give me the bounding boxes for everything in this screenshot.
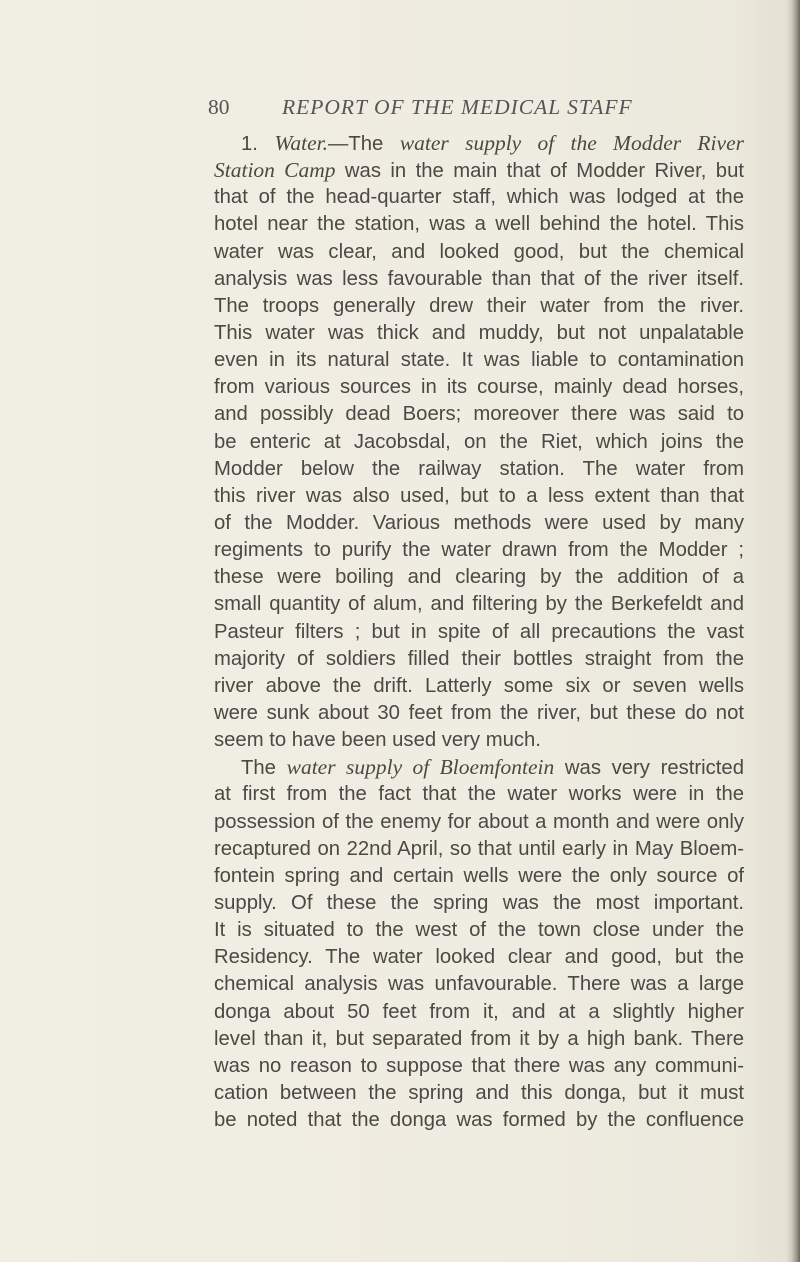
text-line <box>214 347 744 374</box>
text-line <box>214 999 744 1026</box>
text-run: was no reason to suppose that there was any communi- <box>214 1054 744 1077</box>
text-run: regiments to purify the water drawn from the Modder ; <box>214 539 744 562</box>
text-run: It is situated to the west of the town close under the <box>214 919 744 942</box>
text-run: even in its natural state. It was liable to contamination <box>214 349 744 372</box>
text-run: possession of the enemy for about a month and were only <box>214 810 744 833</box>
text-run: were sunk about 30 feet from the river, but these do not <box>214 701 744 724</box>
text-line <box>214 809 744 836</box>
text-run: fontein spring and certain wells were the only source of <box>214 864 744 887</box>
text-line <box>214 1107 744 1134</box>
text-run: donga about 50 feet from it, and at a slightly higher <box>214 1000 744 1023</box>
text-run: water was clear, and looked good, but the chemical <box>214 240 744 263</box>
text-line <box>214 456 744 483</box>
text-line <box>214 591 744 618</box>
text-line <box>214 971 744 998</box>
text-run: and possibly dead Boers; moreover there was said to <box>214 403 744 426</box>
text-line <box>214 374 744 401</box>
page-number: 80 <box>208 95 230 119</box>
text-line <box>214 781 744 808</box>
text-line <box>214 836 744 863</box>
text-line <box>214 917 744 944</box>
text-run: from various sources in its course, mainly dead horses, <box>214 376 744 399</box>
text-run: cation between the spring and this donga, but it must <box>214 1081 744 1104</box>
text-run: be noted that the donga was formed by the confluence <box>214 1109 744 1132</box>
page-edge-shadow <box>786 0 800 1262</box>
text-run: Residency. The water looked clear and good, but the <box>214 946 744 969</box>
text-run: these were boiling and clearing by the addition of a <box>214 566 744 589</box>
text-run: supply. Of these the spring was the most important. <box>214 891 744 914</box>
text-run: analysis was less favourable than that of the river itself. <box>214 267 744 290</box>
text-run: small quantity of alum, and filtering by the Berkefeldt and <box>214 593 744 616</box>
text-line <box>214 564 744 591</box>
text-run: This water was thick and muddy, but not unpalatable <box>214 321 744 344</box>
italic-run: water supply of the Modder River <box>399 131 744 155</box>
text-line <box>214 266 744 293</box>
italic-run: water supply of Bloemfontein <box>286 755 555 780</box>
text-run: 1. <box>241 133 275 155</box>
text-run: that of the head-quarter staff, which was lodged at the <box>214 186 744 209</box>
text-line <box>214 1053 744 1080</box>
text-line <box>214 429 744 456</box>
text-run: —The <box>328 133 400 155</box>
text-line <box>214 130 744 157</box>
text-run: at first from the fact that the water works were in the <box>214 783 744 806</box>
text-line <box>214 401 744 428</box>
text-run: chemical analysis was unfavourable. There was a large <box>214 973 744 996</box>
text-run: of the Modder. Various methods were used by many <box>214 511 744 534</box>
text-run: river above the drift. Latterly some six or seven wells <box>214 674 744 697</box>
text-line <box>214 320 744 347</box>
text-line <box>214 537 744 564</box>
text-line <box>214 700 744 727</box>
text-run: seem to have been used very much. <box>214 729 541 752</box>
running-head: REPORT OF THE MEDICAL STAFF <box>282 95 633 119</box>
text-line <box>214 1026 744 1053</box>
text-run: level than it, but separated from it by a high bank. There <box>214 1027 744 1050</box>
text-run: hotel near the station, was a well behind the hotel. This <box>214 213 744 236</box>
text-line <box>214 890 744 917</box>
text-run: was in the main that of Modder River, but <box>335 160 744 183</box>
italic-run: Water. <box>274 131 329 155</box>
text-run: be enteric at Jacobsdal, on the Riet, which joins the <box>214 430 744 453</box>
text-line <box>214 754 744 781</box>
text-line <box>214 239 744 266</box>
text-run: Pasteur filters ; but in spite of all precautions the vast <box>214 620 744 643</box>
text-line <box>214 184 744 211</box>
text-run: The troops generally drew their water from the river. <box>214 294 744 317</box>
text-run: recaptured on 22nd April, so that until early in May Bloem- <box>214 837 744 860</box>
text-run: Modder below the railway station. The water from <box>214 457 744 480</box>
text-line <box>214 157 744 184</box>
text-run: majority of soldiers filled their bottles straight from the <box>214 647 744 670</box>
text-run: The <box>241 757 287 780</box>
page-header <box>208 91 633 123</box>
text-run: was very restricted <box>554 757 744 780</box>
text-line <box>214 646 744 673</box>
italic-run: Station Camp <box>214 158 336 183</box>
text-line <box>214 1080 744 1107</box>
text-line <box>214 727 744 754</box>
text-line <box>214 673 744 700</box>
text-run: this river was also used, but to a less extent than that <box>214 484 744 507</box>
text-line <box>214 483 744 510</box>
body-text <box>214 130 744 1134</box>
text-line <box>214 863 744 890</box>
text-line <box>214 293 744 320</box>
text-line <box>214 619 744 646</box>
text-line <box>214 510 744 537</box>
text-line <box>214 211 744 238</box>
text-line <box>214 944 744 971</box>
